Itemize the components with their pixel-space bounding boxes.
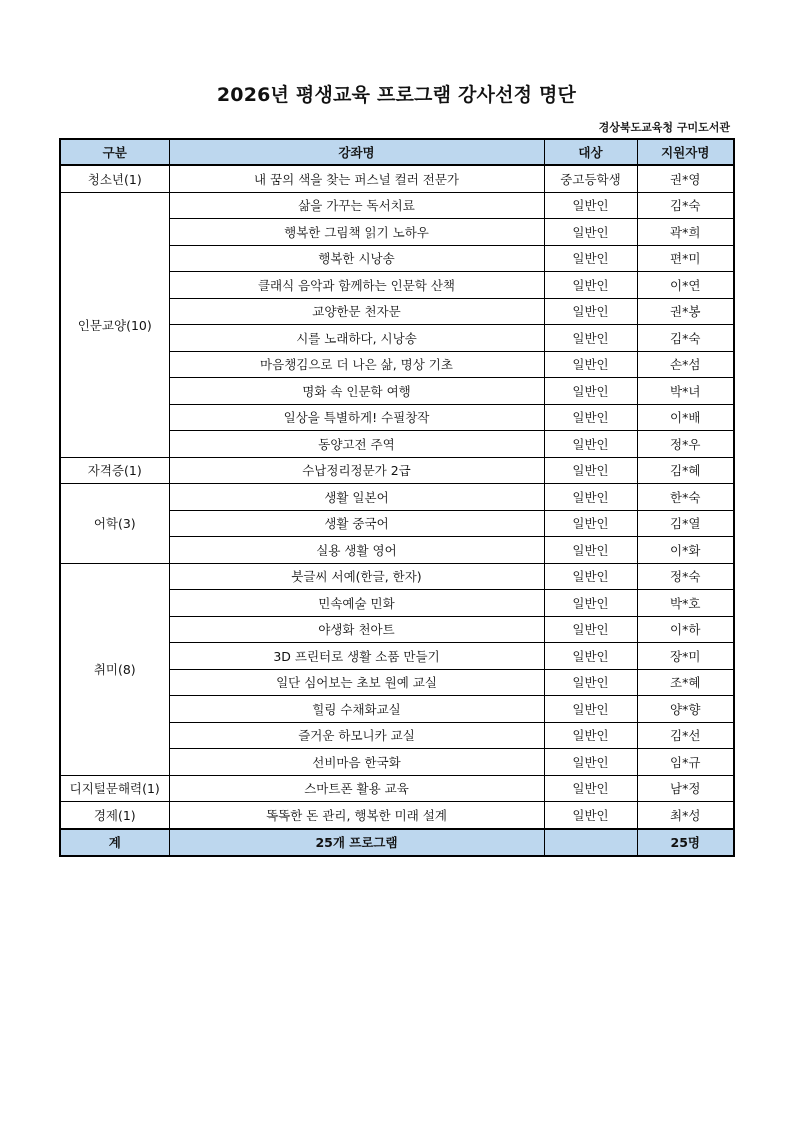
target-cell: 일반인 (544, 722, 637, 749)
table-row (60, 165, 734, 192)
course-cell: 동양고전 주역 (169, 431, 544, 458)
target-cell: 일반인 (544, 590, 637, 617)
course-cell: 생활 중국어 (169, 510, 544, 537)
total-target (544, 829, 637, 857)
table-header-row (60, 139, 734, 165)
document-title: 2026년 평생교육 프로그램 강사선정 명단 (216, 84, 577, 106)
applicant-cell: 장*미 (637, 643, 734, 670)
course-cell: 수납정리정문가 2급 (169, 457, 544, 484)
table-row (60, 457, 734, 484)
course-cell: 내 꿈의 색을 찾는 퍼스널 컬러 전문가 (169, 165, 544, 192)
applicant-cell: 정*우 (637, 431, 734, 458)
target-cell: 일반인 (544, 537, 637, 564)
target-cell: 일반인 (544, 325, 637, 352)
target-cell: 일반인 (544, 696, 637, 723)
course-cell: 행복한 그림책 읽기 노하우 (169, 219, 544, 246)
header-applicant: 지원자명 (637, 139, 734, 165)
applicant-cell: 이*화 (637, 537, 734, 564)
target-cell: 일반인 (544, 775, 637, 802)
table-row (60, 802, 734, 829)
target-cell: 일반인 (544, 669, 637, 696)
applicant-cell: 이*연 (637, 272, 734, 299)
applicant-cell: 임*규 (637, 749, 734, 776)
table-row (60, 484, 734, 511)
applicant-cell: 박*녀 (637, 378, 734, 405)
table-row (60, 775, 734, 802)
target-cell: 일반인 (544, 272, 637, 299)
course-cell: 힐링 수채화교실 (169, 696, 544, 723)
target-cell: 일반인 (544, 457, 637, 484)
target-cell: 일반인 (544, 616, 637, 643)
target-cell: 일반인 (544, 563, 637, 590)
course-cell: 즐거운 하모니카 교실 (169, 722, 544, 749)
target-cell: 일반인 (544, 351, 637, 378)
target-cell: 일반인 (544, 245, 637, 272)
applicant-cell: 양*향 (637, 696, 734, 723)
total-row (60, 829, 734, 857)
total-course: 25개 프로그램 (169, 829, 544, 857)
total-label: 계 (60, 829, 169, 857)
header-category: 구분 (60, 139, 169, 165)
target-cell: 일반인 (544, 510, 637, 537)
instructor-table (59, 138, 735, 857)
course-cell: 일단 심어보는 초보 원예 교실 (169, 669, 544, 696)
organization-name: 경상북도교육청 구미도서관 (598, 121, 730, 134)
course-cell: 클래식 음악과 함께하는 인문학 산책 (169, 272, 544, 299)
course-cell: 야생화 천아트 (169, 616, 544, 643)
target-cell: 일반인 (544, 219, 637, 246)
course-cell: 행복한 시낭송 (169, 245, 544, 272)
applicant-cell: 김*숙 (637, 325, 734, 352)
course-cell: 3D 프린터로 생활 소품 만들기 (169, 643, 544, 670)
category-cell: 인문교양(10) (60, 192, 169, 457)
target-cell: 일반인 (544, 802, 637, 829)
applicant-cell: 한*숙 (637, 484, 734, 511)
target-cell: 일반인 (544, 192, 637, 219)
course-cell: 생활 일본어 (169, 484, 544, 511)
applicant-cell: 김*열 (637, 510, 734, 537)
applicant-cell: 조*혜 (637, 669, 734, 696)
applicant-cell: 권*영 (637, 165, 734, 192)
target-cell: 일반인 (544, 431, 637, 458)
category-cell: 청소년(1) (60, 165, 169, 192)
course-cell: 붓글씨 서예(한글, 한자) (169, 563, 544, 590)
category-cell: 어학(3) (60, 484, 169, 564)
applicant-cell: 곽*희 (637, 219, 734, 246)
category-cell: 취미(8) (60, 563, 169, 775)
course-cell: 시를 노래하다, 시낭송 (169, 325, 544, 352)
course-cell: 삶을 가꾸는 독서치료 (169, 192, 544, 219)
applicant-cell: 이*하 (637, 616, 734, 643)
applicant-cell: 편*미 (637, 245, 734, 272)
course-cell: 마음챙김으로 더 나은 삶, 명상 기초 (169, 351, 544, 378)
course-cell: 똑똑한 돈 관리, 행복한 미래 설계 (169, 802, 544, 829)
target-cell: 일반인 (544, 404, 637, 431)
header-target: 대상 (544, 139, 637, 165)
course-cell: 민속예술 민화 (169, 590, 544, 617)
applicant-cell: 김*혜 (637, 457, 734, 484)
category-cell: 경제(1) (60, 802, 169, 829)
applicant-cell: 이*배 (637, 404, 734, 431)
target-cell: 일반인 (544, 643, 637, 670)
course-cell: 명화 속 인문학 여행 (169, 378, 544, 405)
applicant-cell: 손*섬 (637, 351, 734, 378)
applicant-cell: 김*선 (637, 722, 734, 749)
applicant-cell: 최*성 (637, 802, 734, 829)
course-cell: 선비마음 한국화 (169, 749, 544, 776)
course-cell: 실용 생활 영어 (169, 537, 544, 564)
course-cell: 교양한문 천자문 (169, 298, 544, 325)
total-applicant: 25명 (637, 829, 734, 857)
target-cell: 일반인 (544, 378, 637, 405)
header-course: 강좌명 (169, 139, 544, 165)
target-cell: 일반인 (544, 298, 637, 325)
applicant-cell: 권*봉 (637, 298, 734, 325)
category-cell: 자격증(1) (60, 457, 169, 484)
applicant-cell: 남*정 (637, 775, 734, 802)
applicant-cell: 정*숙 (637, 563, 734, 590)
course-cell: 일상을 특별하게! 수필창작 (169, 404, 544, 431)
course-cell: 스마트폰 활용 교육 (169, 775, 544, 802)
applicant-cell: 김*숙 (637, 192, 734, 219)
table-row (60, 563, 734, 590)
target-cell: 중고등학생 (544, 165, 637, 192)
table-body (60, 165, 734, 829)
category-cell: 디지털문해력(1) (60, 775, 169, 802)
applicant-cell: 박*호 (637, 590, 734, 617)
table-row (60, 192, 734, 219)
target-cell: 일반인 (544, 484, 637, 511)
target-cell: 일반인 (544, 749, 637, 776)
